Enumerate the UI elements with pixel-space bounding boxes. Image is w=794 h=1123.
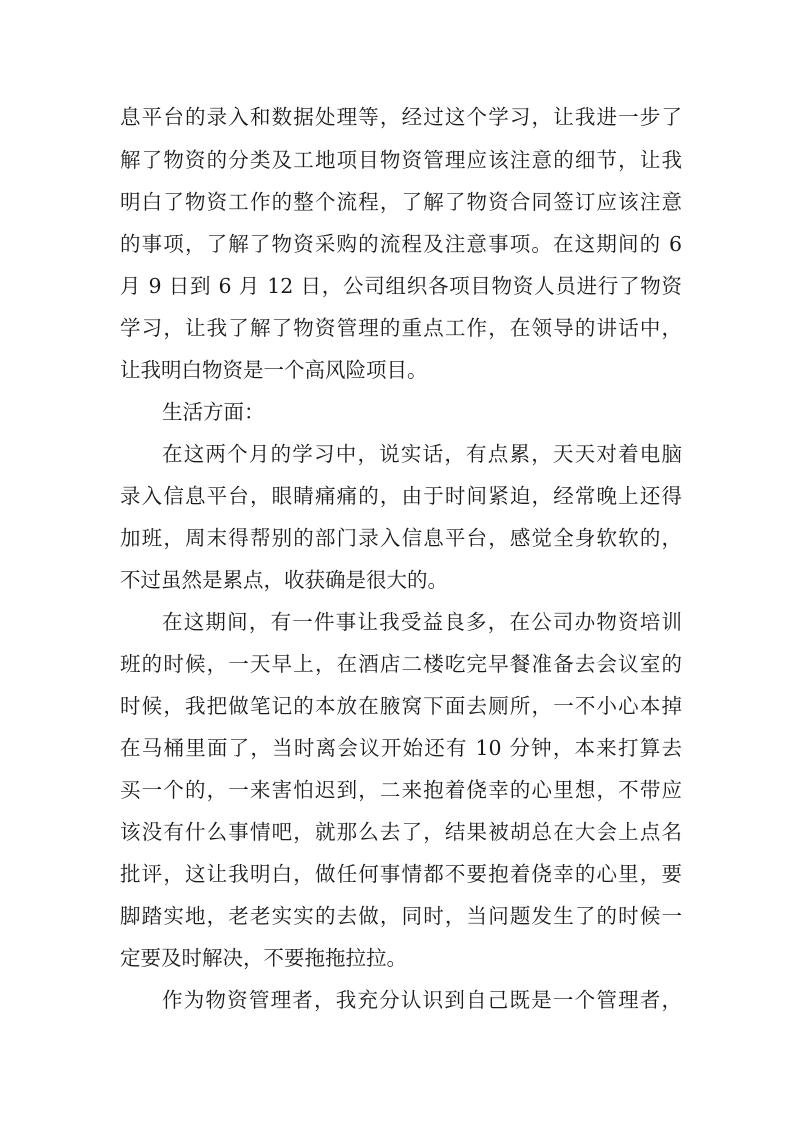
text-line: 定要及时解决，不要拖拖拉拉。	[120, 946, 407, 970]
section-heading: 生活方面：	[162, 400, 265, 424]
text-line: 批评，这让我明白，做任何事情都不要抱着侥幸的心里，要	[120, 862, 682, 886]
text-line: 作为物资管理者，我充分认识到自己既是一个管理者，	[162, 988, 682, 1012]
text-line: 买一个的，一来害怕迟到，二来抱着侥幸的心里想，不带应	[120, 778, 682, 802]
text-line: 在这两个月的学习中，说实话，有点累，天天对着电脑	[162, 442, 682, 466]
text-line: 解了物资的分类及工地项目物资管理应该注意的细节，让我	[120, 148, 682, 172]
text-line: 时候，我把做笔记的本放在腋窝下面去厕所，一不小心本掉	[120, 694, 682, 718]
text-line: 在这期间，有一件事让我受益良多，在公司办物资培训	[162, 610, 682, 634]
text-line: 脚踏实地，老老实实的去做，同时，当问题发生了的时候一	[120, 904, 682, 928]
text-line: 在马桶里面了，当时离会议开始还有 10 分钟，本来打算去	[120, 736, 682, 760]
text-line: 的事项，了解了物资采购的流程及注意事项。在这期间的 6	[120, 232, 682, 256]
text-line: 录入信息平台，眼睛痛痛的，由于时间紧迫，经常晚上还得	[120, 484, 682, 508]
text-line: 该没有什么事情吧，就那么去了，结果被胡总在大会上点名	[120, 820, 682, 844]
text-line: 月 9 日到 6 月 12 日，公司组织各项目物资人员进行了物资	[120, 274, 682, 298]
text-line: 班的时候，一天早上，在酒店二楼吃完早餐准备去会议室的	[120, 652, 682, 676]
text-line: 息平台的录入和数据处理等，经过这个学习，让我进一步了	[120, 105, 682, 129]
text-line: 加班，周末得帮别的部门录入信息平台，感觉全身软软的，	[120, 526, 682, 550]
text-line: 明白了物资工作的整个流程，了解了物资合同签订应该注意	[120, 190, 682, 214]
text-line: 不过虽然是累点，收获确是很大的。	[120, 568, 448, 592]
text-line: 让我明白物资是一个高风险项目。	[120, 358, 428, 382]
text-line: 学习，让我了解了物资管理的重点工作，在领导的讲话中，	[120, 316, 682, 340]
